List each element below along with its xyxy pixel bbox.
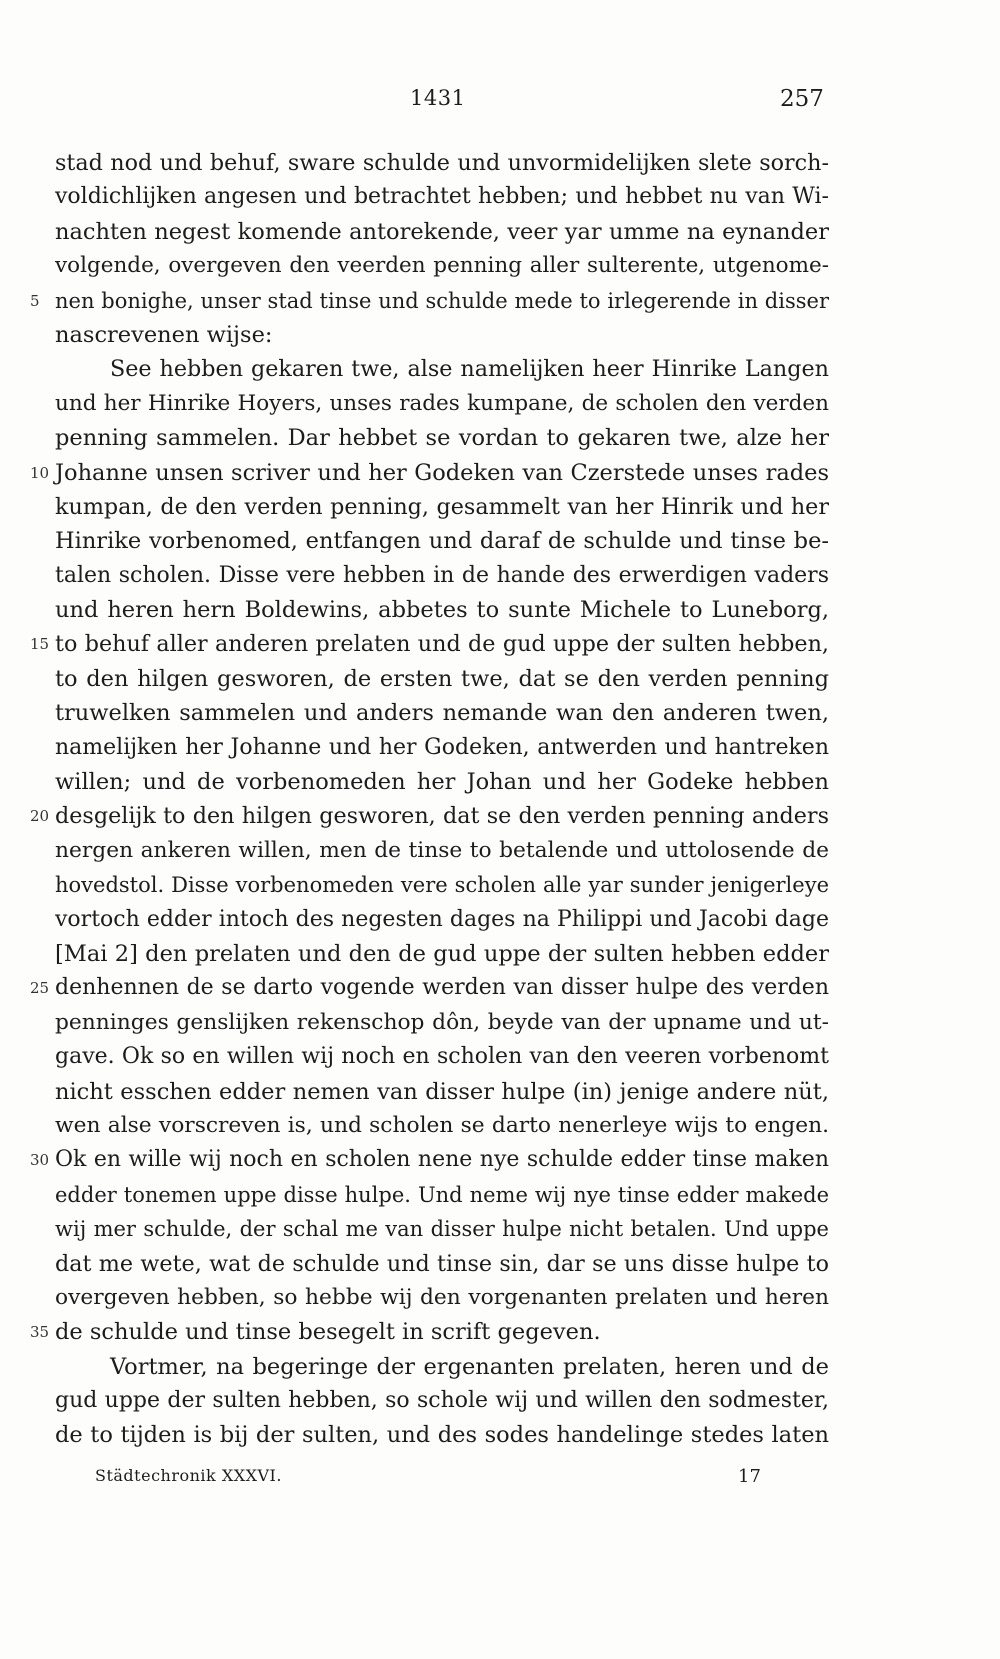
text-line [0,352,1000,386]
line-text: de to tijden is bij der sulten, und des sodes handelinge stedes laten [55,1422,829,1449]
text-line [0,1075,1000,1109]
text-line [0,1040,1000,1074]
line-text: willen; und de vorbenomeden her Johan und her Godeke hebben [55,769,829,796]
line-text: hovedstol. Disse vorbenomeden vere scholen alle yar sunder jenigerleye [55,873,829,898]
text-line [0,180,1000,214]
line-text: desgelijk to den hilgen gesworen, dat se den verden penning anders [55,803,829,830]
text-line [0,903,1000,937]
text-line [0,215,1000,249]
text-line [0,627,1000,661]
line-number: 15 [30,635,50,654]
line-text: edder tonemen uppe disse hulpe. Und neme wij nye tinse edder makede [55,1182,829,1207]
line-text: Hinrike vorbenomed, entfangen und daraf de schulde und tinse be- [55,528,829,555]
text-line [0,1143,1000,1177]
page-number: 257 [780,86,824,112]
line-text: Johanne unsen scriver und her Godeken van Czerstede unses rades [55,459,829,486]
signature-mark: 17 [738,1466,761,1487]
line-text: und heren hern Boldewins, abbetes to sunte Michele to Luneborg, [55,597,829,624]
line-text: de schulde und tinse besegelt in scrift gegeven. [55,1319,601,1346]
line-text: to den hilgen gesworen, de ersten twe, dat se den verden penning [55,665,829,692]
text-line [0,318,1000,352]
line-text: wij mer schulde, der schal me van disser hulpe nicht betalen. Und uppe [55,1217,829,1242]
text-line [0,937,1000,971]
line-text: nachten negest komende antorekende, veer yar umme na eynander [55,218,829,245]
line-text: stad nod und behuf, sware schulde und unvormidelijken slete sorch- [55,150,829,176]
line-text: penning sammelen. Dar hebbet se vordan to gekaren twe, alze her [55,425,829,452]
text-line [0,834,1000,868]
text-line [0,421,1000,455]
line-number: 25 [30,979,50,998]
line-text: namelijken her Johanne und her Godeken, antwerden und hantreken [55,734,829,760]
line-text: truwelken sammelen und anders nemande wan den anderen twen, [55,700,829,727]
line-number: 20 [30,807,50,826]
text-line [0,1281,1000,1315]
text-line [0,1418,1000,1452]
text-line [0,1212,1000,1246]
text-line [0,1178,1000,1212]
line-text: und her Hinrike Hoyers, unses rades kumpane, de scholen den verden [55,390,829,416]
text-line [0,456,1000,490]
line-number: 30 [30,1151,50,1170]
text-line [0,1350,1000,1384]
line-text: Vortmer, na begeringe der ergenanten prelaten, heren und de [110,1353,829,1380]
text-line [0,868,1000,902]
text-line [0,284,1000,318]
line-text: Ok en wille wij noch en scholen nene nye schulde edder tinse maken [55,1147,829,1173]
text-line [0,146,1000,180]
line-text: gud uppe der sulten hebben, so schole wij und willen den sodmester, [55,1388,829,1414]
line-number: 10 [30,463,50,482]
line-text: nascrevenen wijse: [55,321,273,348]
line-text: vortoch edder intoch des negesten dages na Philippi und Jacobi dage [55,906,829,932]
text-line [0,1109,1000,1143]
text-line [0,696,1000,730]
line-text: denhennen de se darto vogende werden van disser hulpe des verden [55,975,829,1001]
text-line [0,1006,1000,1040]
line-text: penninges genslijken rekenschop dôn, beyde van der upname und ut- [55,1009,829,1035]
line-text: wen alse vorscreven is, und scholen se darto nenerleye wijs to engen. [55,1112,829,1138]
text-line [0,971,1000,1005]
line-text: gave. Ok so en willen wij noch en scholen van den veeren vorbenomt [55,1044,829,1070]
text-line [0,490,1000,524]
text-line [0,593,1000,627]
line-number: 35 [30,1323,50,1342]
line-text: to behuf aller anderen prelaten und de gud uppe der sulten hebben, [55,631,829,658]
text-line [0,1315,1000,1349]
text-line [0,559,1000,593]
line-text: talen scholen. Disse vere hebben in de hande des erwerdigen vaders [55,562,829,588]
text-line [0,387,1000,421]
text-line [0,1384,1000,1418]
line-text: overgeven hebben, so hebbe wij den vorgenanten prelaten und heren [55,1284,829,1310]
running-head [0,86,1000,116]
line-text: See hebben gekaren twe, alse namelijken heer Hinrike Langen [110,356,829,383]
text-line [0,524,1000,558]
header-year: 1431 [410,86,466,110]
text-line [0,799,1000,833]
line-number: 5 [30,291,40,310]
line-text: nicht esschen edder nemen van disser hulpe (in) jenige andere nüt, [55,1078,829,1105]
line-text: kumpan, de den verden penning, gesammelt van her Hinrik und her [55,493,829,520]
text-line [0,765,1000,799]
line-text: voldichlijken angesen und betrachtet hebben; und hebbet nu van Wi- [55,184,829,210]
body-text [0,146,1000,1453]
text-line [0,249,1000,283]
line-text: volgende, overgeven den veerden penning aller sulterente, utgenome- [55,253,829,279]
footer-source: Städtechronik XXXVI. [95,1466,282,1485]
text-line [0,1247,1000,1281]
text-line [0,662,1000,696]
page-footer [0,1466,1000,1496]
line-text: [Mai 2] den prelaten und den de gud uppe der sulten hebben edder [55,940,829,967]
line-text: nen bonighe, unser stad tinse und schulde mede to irlegerende in disser [55,288,829,313]
line-text: nergen ankeren willen, men de tinse to betalende und uttolosende de [55,837,829,863]
line-text: dat me wete, wat de schulde und tinse sin, dar se uns disse hulpe to [55,1250,829,1277]
text-line [0,731,1000,765]
